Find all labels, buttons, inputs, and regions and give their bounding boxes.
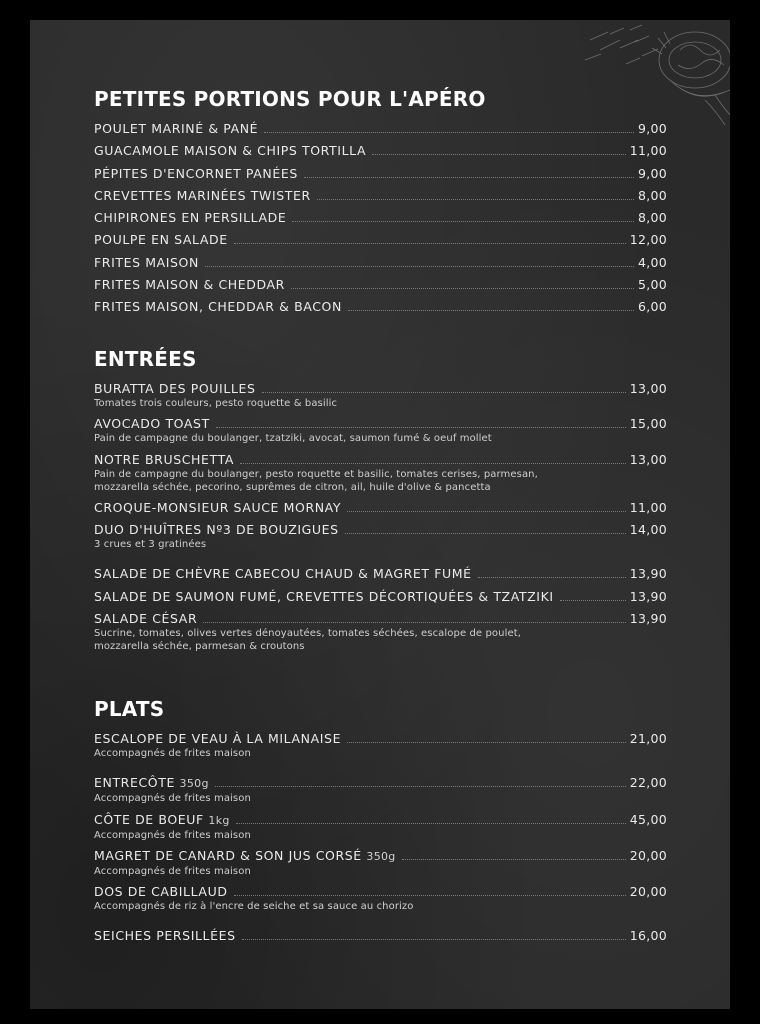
dish-description: Tomates trois couleurs, pesto roquette & basilic xyxy=(94,398,338,409)
dish-name: POULET MARINÉ & PANÉ xyxy=(94,121,259,136)
dish-name-wrap xyxy=(94,121,258,137)
menu-item-row xyxy=(94,210,667,226)
dish-name: FRITES MAISON xyxy=(94,254,199,270)
menu-item-row xyxy=(94,731,667,747)
dish-price: 13,90 xyxy=(629,588,667,604)
dish-price: 12,00 xyxy=(629,232,667,248)
menu-item xyxy=(94,731,667,769)
menu-section xyxy=(94,697,667,951)
menu-item-row xyxy=(94,928,667,944)
dish-name-wrap xyxy=(94,928,236,944)
menu-item-row xyxy=(94,416,667,432)
dish-description: 3 crues et 3 gratinées xyxy=(94,539,207,551)
menu-section xyxy=(94,87,667,322)
dish-description: Accompagnés de frites maison xyxy=(94,865,251,877)
dot-leader xyxy=(264,132,634,133)
dish-price: 20,00 xyxy=(629,884,667,900)
menu-item-row xyxy=(94,277,667,293)
menu-item xyxy=(94,121,667,137)
dot-leader xyxy=(242,939,626,940)
dish-description: Accompagnés de frites maison xyxy=(94,829,251,841)
menu-item xyxy=(94,277,667,293)
dish-price: 22,00 xyxy=(629,775,667,791)
menu-item-row xyxy=(94,775,667,792)
menu-item xyxy=(94,299,667,315)
dot-leader xyxy=(317,199,634,200)
dish-name-wrap xyxy=(94,452,234,468)
dot-leader xyxy=(236,823,626,824)
menu-item xyxy=(94,381,667,410)
dish-price: 4,00 xyxy=(637,254,667,270)
menu-item-row xyxy=(94,299,667,315)
dish-weight: 1kg xyxy=(208,813,230,827)
menu-item-row xyxy=(94,232,667,248)
menu-item xyxy=(94,775,667,805)
dish-price: 8,00 xyxy=(637,187,667,203)
dish-price: 21,00 xyxy=(629,731,667,746)
dish-description: Accompagnés de riz à l'encre de seiche et sa sauce au chorizo xyxy=(94,901,414,913)
menu-item-row xyxy=(94,166,667,182)
dish-name-wrap xyxy=(94,188,311,204)
menu-item xyxy=(94,210,667,226)
dish-name: ESCALOPE DE VEAU À LA MILANAISE xyxy=(94,731,342,746)
dot-leader xyxy=(291,288,634,289)
menu-item xyxy=(94,188,667,204)
dish-name-wrap xyxy=(94,848,396,865)
dot-leader xyxy=(234,243,626,244)
dot-leader xyxy=(347,742,626,743)
menu-item-row xyxy=(94,589,667,605)
dot-leader xyxy=(347,511,626,512)
dish-name-wrap xyxy=(94,566,472,582)
menu-item xyxy=(94,166,667,182)
dish-description: Accompagnés de frites maison xyxy=(94,748,251,759)
dish-price: 13,00 xyxy=(629,381,667,396)
dish-name-wrap xyxy=(94,589,554,605)
menu-item xyxy=(94,452,667,494)
menu-item xyxy=(94,143,667,159)
dish-description: mozzarella séchée, parmesan & croutons xyxy=(94,641,305,653)
dish-price: 9,00 xyxy=(637,121,667,136)
dish-name: FRITES MAISON & CHEDDAR xyxy=(94,277,285,293)
dish-name: SEICHES PERSILLÉES xyxy=(94,928,236,944)
dish-name: DUO D'HUÎTRES Nº3 DE BOUZIGUES xyxy=(94,522,339,538)
dish-price: 6,00 xyxy=(637,299,667,315)
dish-name: FRITES MAISON, CHEDDAR & BACON xyxy=(94,299,342,315)
menu-item-row xyxy=(94,522,667,538)
dish-price: 8,00 xyxy=(637,210,667,226)
menu-item xyxy=(94,812,667,842)
dot-leader xyxy=(234,895,626,896)
menu-item-list xyxy=(94,381,667,653)
dish-description: Pain de campagne du boulanger, pesto roquette et basilic, tomates cerises, parmesan, xyxy=(94,468,538,480)
dish-name-wrap xyxy=(94,500,341,516)
dish-price: 9,00 xyxy=(637,165,667,181)
dish-name-wrap xyxy=(94,731,341,747)
menu-section xyxy=(94,347,667,659)
menu-page xyxy=(30,20,730,1009)
menu-item xyxy=(94,500,667,516)
dish-description: Accompagnés de frites maison xyxy=(94,793,251,805)
menu-item-list xyxy=(94,121,667,315)
dot-leader xyxy=(203,622,625,623)
dish-price: 15,00 xyxy=(629,416,667,432)
dish-price: 11,00 xyxy=(629,499,667,515)
menu-item-row xyxy=(94,884,667,900)
menu-item xyxy=(94,522,667,560)
dish-name: NOTRE BRUSCHETTA xyxy=(94,451,234,467)
dot-leader xyxy=(402,859,626,860)
dish-name: SALADE DE CHÈVRE CABECOU CHAUD & MAGRET FUMÉ xyxy=(94,566,472,582)
dish-weight: 350g xyxy=(179,777,209,791)
menu-item-row xyxy=(94,255,667,271)
dish-name-wrap xyxy=(94,381,256,397)
dish-description: Sucrine, tomates, olives vertes dénoyautées, tomates séchées, escalope de poulet, xyxy=(94,628,521,640)
menu-item xyxy=(94,589,667,605)
dish-name: GUACAMOLE MAISON & CHIPS TORTILLA xyxy=(94,143,367,159)
dish-name: CHIPIRONES EN PERSILLADE xyxy=(94,210,287,226)
dish-name-wrap xyxy=(94,611,197,627)
menu-item xyxy=(94,848,667,878)
dish-name-wrap xyxy=(94,232,228,248)
dish-price: 13,90 xyxy=(629,566,667,582)
dish-description: Pain de campagne du boulanger, tzatziki, avocat, saumon fumé & oeuf mollet xyxy=(94,433,492,445)
menu-item xyxy=(94,232,667,248)
dish-name: POULPE EN SALADE xyxy=(94,232,228,248)
dish-name-wrap xyxy=(94,416,210,432)
menu-item-row xyxy=(94,500,667,516)
dish-name-wrap xyxy=(94,522,339,538)
menu-item xyxy=(94,928,667,944)
menu-item-row xyxy=(94,188,667,204)
dot-leader xyxy=(292,221,634,222)
dish-name: CÔTE DE BOEUF xyxy=(94,811,204,827)
dish-price: 45,00 xyxy=(629,811,667,827)
dish-name-wrap xyxy=(94,775,209,792)
menu-item xyxy=(94,611,667,653)
dish-price: 5,00 xyxy=(637,277,667,293)
dish-weight: 350g xyxy=(366,849,396,863)
dish-name: PÉPITES D'ENCORNET PANÉES xyxy=(94,165,298,181)
dot-leader xyxy=(304,177,634,178)
menu-item xyxy=(94,884,667,922)
dish-name-wrap xyxy=(94,277,285,293)
dot-leader xyxy=(348,310,634,311)
dot-leader xyxy=(560,600,626,601)
menu-item-row xyxy=(94,121,667,137)
dish-price: 13,90 xyxy=(629,611,667,627)
dot-leader xyxy=(205,266,634,267)
section-title: PETITES PORTIONS POUR L'APÉRO xyxy=(94,87,486,111)
dish-name-wrap xyxy=(94,812,230,829)
menu-item xyxy=(94,255,667,271)
menu-item-row xyxy=(94,566,667,582)
dish-description: mozzarella séchée, pecorino, suprêmes de citron, ail, huile d'olive & pancetta xyxy=(94,481,491,493)
menu-item-row xyxy=(94,143,667,159)
dot-leader xyxy=(478,577,626,578)
dot-leader xyxy=(345,533,626,534)
dish-price: 11,00 xyxy=(629,143,667,159)
menu-item-row xyxy=(94,452,667,468)
dish-name: SALADE DE SAUMON FUMÉ, CREVETTES DÉCORTIQUÉES & TZATZIKI xyxy=(94,588,554,604)
dish-name-wrap xyxy=(94,255,199,271)
menu-item xyxy=(94,416,667,445)
dish-price: 14,00 xyxy=(629,522,667,538)
menu-item-list xyxy=(94,731,667,944)
section-title: ENTRÉES xyxy=(94,347,197,371)
dish-name: AVOCADO TOAST xyxy=(94,416,210,432)
dish-name-wrap xyxy=(94,166,298,182)
dish-name-wrap xyxy=(94,143,366,159)
menu-item-row xyxy=(94,812,667,829)
dish-name: DOS DE CABILLAUD xyxy=(94,884,228,900)
dot-leader xyxy=(215,786,626,787)
dish-name: CREVETTES MARINÉES TWISTER xyxy=(94,187,311,203)
menu-item-row xyxy=(94,381,667,397)
dish-name: SALADE CÉSAR xyxy=(94,611,198,627)
dish-price: 13,00 xyxy=(629,451,667,467)
menu-item-row xyxy=(94,611,667,627)
dish-name-wrap xyxy=(94,210,286,226)
dish-name: ENTRECÔTE xyxy=(94,775,175,791)
dish-name: CROQUE-MONSIEUR SAUCE MORNAY xyxy=(94,499,342,515)
dot-leader xyxy=(240,463,626,464)
dish-price: 20,00 xyxy=(629,847,667,863)
menu-item xyxy=(94,566,667,582)
dot-leader xyxy=(216,427,626,428)
dish-price: 16,00 xyxy=(629,928,667,944)
dish-name: BURATTA DES POUILLES xyxy=(94,381,256,396)
dish-name: MAGRET DE CANARD & SON JUS CORSÉ xyxy=(94,847,362,863)
dot-leader xyxy=(262,392,626,393)
dish-name-wrap xyxy=(94,884,228,900)
dish-name-wrap xyxy=(94,299,342,315)
section-title: PLATS xyxy=(94,697,165,721)
dot-leader xyxy=(372,154,626,155)
menu-item-row xyxy=(94,848,667,865)
